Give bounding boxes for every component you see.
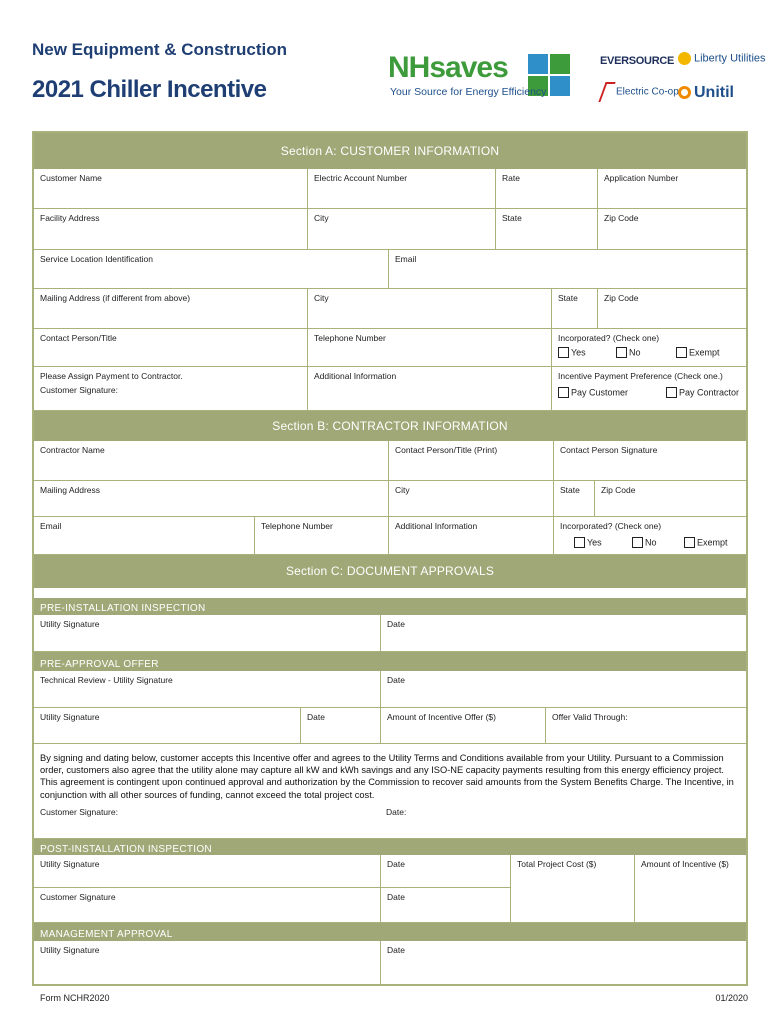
contractor-incorporated-label: Incorporated? (Check one): [560, 521, 662, 531]
mailing-city-label: City: [314, 293, 329, 303]
form-id: Form NCHR2020: [40, 993, 110, 1003]
yes-label: Yes: [571, 347, 586, 358]
post-install-customer-date-field[interactable]: [380, 888, 510, 923]
pre-install-date-field[interactable]: [380, 615, 748, 652]
telephone-field[interactable]: [307, 329, 551, 367]
mailing-state-label: State: [558, 293, 578, 303]
agreement-text: By signing and dating below, customer accepts this Incentive offer and agrees to the Utility Terms and Conditions available from your Utility. Pursuant to a Commission order, customers also agree that the utility alone may capture all kW and kWh savings and any ISO-NE capacity payments resulting from this energy efficiency project. This agreement is contingent upon continued approval and authorization by the Commission to recover said amounts from the System Benefits Charge. The Incentive, in conjunction with all other sources of funding, cannot exceed the total project cost.: [40, 753, 734, 800]
state-label: State: [502, 213, 522, 223]
facility-address-label: Facility Address: [40, 213, 100, 223]
utility-signature-label: Utility Signature: [40, 945, 100, 955]
additional-info-label: Additional Information: [314, 371, 397, 381]
mailing-address-label: Mailing Address (if different from above): [40, 293, 191, 303]
contractor-name-field[interactable]: [34, 441, 388, 481]
date-label: Date: [307, 712, 325, 722]
checkbox-icon: [684, 537, 695, 548]
no-label: No: [629, 347, 641, 358]
coop-mark-icon: [598, 82, 615, 102]
technical-review-field[interactable]: [34, 671, 380, 708]
post-install-utility-signature-field[interactable]: [34, 855, 380, 888]
contractor-additional-label: Additional Information: [395, 521, 478, 531]
pay-contractor-label: Pay Contractor: [679, 387, 740, 398]
liberty-sun-icon: [678, 52, 691, 65]
contractor-no-checkbox[interactable]: [632, 537, 657, 548]
exempt-label: Exempt: [697, 537, 728, 548]
section-c-header: Section C: DOCUMENT APPROVALS: [34, 555, 746, 588]
section-a-header: Section A: CUSTOMER INFORMATION: [34, 133, 746, 169]
checkbox-icon: [632, 537, 643, 548]
email-field[interactable]: [388, 250, 748, 289]
unitil-sun-icon: [678, 86, 691, 99]
contractor-city-label: City: [395, 485, 410, 495]
electric-account-label: Electric Account Number: [314, 173, 408, 183]
offer-valid-label: Offer Valid Through:: [552, 712, 628, 722]
form-frame: [32, 131, 748, 986]
application-number-field[interactable]: [597, 169, 748, 209]
date-label: Date: [387, 619, 405, 629]
date-label: Date: [387, 675, 405, 685]
post-install-customer-signature-field[interactable]: [34, 888, 380, 923]
contractor-state-field[interactable]: [553, 481, 594, 517]
contractor-additional-field[interactable]: [388, 517, 553, 555]
contractor-zip-field[interactable]: [594, 481, 748, 517]
rate-field[interactable]: [495, 169, 597, 209]
rate-label: Rate: [502, 173, 520, 183]
pre-approval-header: PRE-APPROVAL OFFER: [34, 658, 746, 671]
incorporated-yes-checkbox[interactable]: [558, 347, 586, 358]
coop-wordmark: Electric Co-op: [616, 86, 679, 98]
agreement-date-field[interactable]: [380, 803, 748, 839]
contractor-contact-field[interactable]: [388, 441, 553, 481]
customer-signature-label: Customer Signature:: [40, 385, 118, 395]
utility-signature-label: Utility Signature: [40, 859, 100, 869]
contractor-name-label: Contractor Name: [40, 445, 105, 455]
checkbox-icon: [558, 347, 569, 358]
contractor-incorporated-group: [553, 517, 748, 555]
eversource-logo: EVERSOURCE: [600, 55, 675, 67]
incentive-offer-amount-field[interactable]: [380, 708, 545, 744]
payment-preference-label: Incentive Payment Preference (Check one.): [558, 371, 723, 381]
contractor-email-field[interactable]: [34, 517, 254, 555]
mailing-address-field[interactable]: [34, 289, 307, 329]
email-label: Email: [395, 254, 417, 264]
management-approval-header: MANAGEMENT APPROVAL: [34, 929, 746, 941]
zip-code-field[interactable]: [597, 209, 748, 250]
service-location-label: Service Location Identification: [40, 254, 153, 264]
checkbox-icon: [558, 387, 569, 398]
liberty-wordmark: Liberty Utilities: [694, 52, 766, 65]
pay-customer-label: Pay Customer: [571, 387, 629, 398]
contractor-state-label: State: [560, 485, 580, 495]
technical-review-date-field[interactable]: [380, 671, 748, 708]
pre-install-utility-signature-field[interactable]: [34, 615, 380, 652]
checkbox-icon: [676, 347, 687, 358]
incorporated-no-checkbox[interactable]: [616, 347, 641, 358]
checkbox-icon: [666, 387, 677, 398]
contact-person-field[interactable]: [34, 329, 307, 367]
state-field[interactable]: [495, 209, 597, 250]
mailing-state-field[interactable]: [551, 289, 597, 329]
customer-name-field[interactable]: [34, 169, 307, 209]
assign-payment-label: Please Assign Payment to Contractor.: [40, 371, 183, 381]
contractor-mailing-field[interactable]: [34, 481, 388, 517]
contractor-email-label: Email: [40, 521, 62, 531]
utility-signature-label: Utility Signature: [40, 619, 100, 629]
form-title: 2021 Chiller Incentive: [32, 76, 267, 103]
nhsaves-tagline: Your Source for Energy Efficiency: [390, 86, 547, 98]
incentive-amount-field[interactable]: [634, 855, 748, 923]
city-label: City: [314, 213, 329, 223]
offer-date-field[interactable]: [300, 708, 380, 744]
pay-contractor-checkbox[interactable]: [666, 387, 739, 398]
contractor-yes-checkbox[interactable]: [574, 537, 602, 548]
nhsaves-logo: [388, 52, 570, 104]
additional-info-field[interactable]: [307, 367, 551, 411]
city-field[interactable]: [307, 209, 495, 250]
coop-logo: [602, 82, 679, 102]
technical-review-label: Technical Review - Utility Signature: [40, 675, 173, 685]
checkbox-icon: [616, 347, 627, 358]
offer-utility-signature-field[interactable]: [34, 708, 300, 744]
customer-name-label: Customer Name: [40, 173, 102, 183]
total-project-cost-field[interactable]: [510, 855, 634, 923]
agreement-customer-signature-field[interactable]: [34, 803, 380, 839]
form-date: 01/2020: [715, 993, 748, 1003]
mailing-zip-field[interactable]: [597, 289, 748, 329]
post-install-date-field[interactable]: [380, 855, 510, 888]
mailing-city-field[interactable]: [307, 289, 551, 329]
contractor-mailing-label: Mailing Address: [40, 485, 101, 495]
contact-person-label: Contact Person/Title: [40, 333, 117, 343]
incorporated-label: Incorporated? (Check one): [558, 333, 660, 343]
customer-signature-label: Customer Signature:: [40, 807, 118, 817]
contractor-contact-label: Contact Person/Title (Print): [395, 445, 498, 455]
date-label: Date: [387, 945, 405, 955]
post-installation-header: POST-INSTALLATION INSPECTION: [34, 845, 746, 855]
nhsaves-wordmark: NHsaves: [388, 51, 508, 84]
no-label: No: [645, 537, 657, 548]
checkbox-icon: [574, 537, 585, 548]
zip-code-label: Zip Code: [604, 213, 639, 223]
date-label: Date: [387, 892, 405, 902]
management-utility-signature-field[interactable]: [34, 941, 380, 984]
contractor-zip-label: Zip Code: [601, 485, 636, 495]
pre-installation-header: PRE-INSTALLATION INSPECTION: [34, 603, 746, 615]
contractor-signature-label: Contact Person Signature: [560, 445, 658, 455]
yes-label: Yes: [587, 537, 602, 548]
contractor-signature-field[interactable]: [553, 441, 748, 481]
pay-customer-checkbox[interactable]: [558, 387, 628, 398]
service-location-field[interactable]: [34, 250, 388, 289]
unitil-wordmark: Unitil: [694, 84, 734, 101]
management-date-field[interactable]: [380, 941, 748, 984]
incorporated-exempt-checkbox[interactable]: [676, 347, 720, 358]
incentive-offer-amount-label: Amount of Incentive Offer ($): [387, 712, 496, 722]
electric-account-field[interactable]: [307, 169, 495, 209]
utility-signature-label: Utility Signature: [40, 712, 100, 722]
unitil-logo: [678, 84, 734, 102]
contractor-telephone-label: Telephone Number: [261, 521, 333, 531]
exempt-label: Exempt: [689, 347, 720, 358]
form-subtitle: New Equipment & Construction: [32, 40, 287, 59]
assign-payment-field[interactable]: [34, 367, 307, 411]
liberty-logo: [678, 52, 766, 65]
date-label: Date: [387, 859, 405, 869]
mailing-zip-label: Zip Code: [604, 293, 639, 303]
facility-address-field[interactable]: [34, 209, 307, 250]
payment-preference-group: [551, 367, 748, 411]
contractor-city-field[interactable]: [388, 481, 553, 517]
application-number-label: Application Number: [604, 173, 679, 183]
telephone-label: Telephone Number: [314, 333, 386, 343]
contractor-exempt-checkbox[interactable]: [684, 537, 728, 548]
incorporated-group: [551, 329, 748, 367]
offer-valid-field[interactable]: [545, 708, 748, 744]
date-label: Date:: [386, 807, 407, 817]
incentive-amount-label: Amount of Incentive ($): [641, 859, 729, 869]
customer-signature-label: Customer Signature: [40, 892, 116, 902]
contractor-telephone-field[interactable]: [254, 517, 388, 555]
total-project-cost-label: Total Project Cost ($): [517, 859, 597, 869]
section-b-header: Section B: CONTRACTOR INFORMATION: [34, 411, 746, 441]
